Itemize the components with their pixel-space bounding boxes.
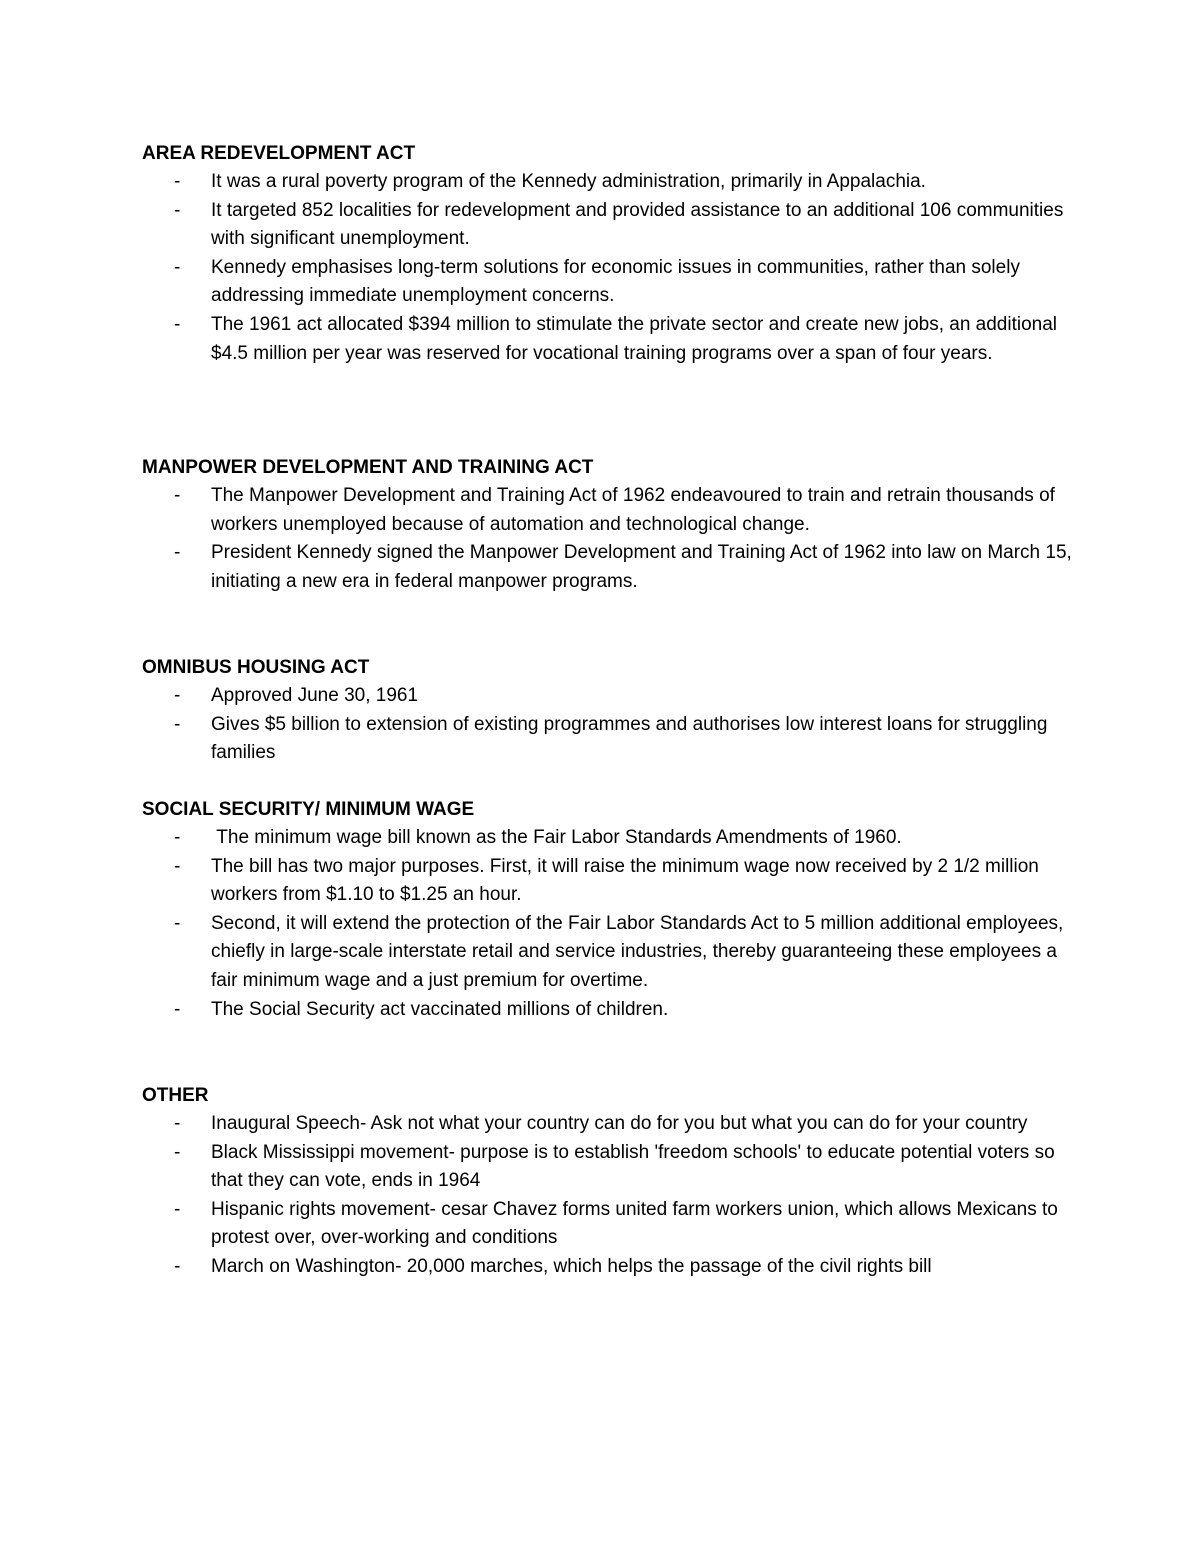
list-item <box>142 1253 1072 1282</box>
list-item-text: It targeted 852 localities for redevelopment and provided assistance to an additional 106 communities with significant unemployment. <box>211 199 1064 250</box>
list-item <box>142 1196 1072 1253</box>
list-item-text: Kennedy emphasises long-term solutions for economic issues in communities, rather than solely addressing immediate unemployment concerns. <box>211 256 1020 307</box>
section-omnibus-housing-act <box>142 654 1072 768</box>
list-item <box>142 311 1072 368</box>
list-item-text: Gives $5 billion to extension of existing programmes and authorises low interest loans for struggling families <box>211 713 1048 764</box>
list-item-text: President Kennedy signed the Manpower Development and Training Act of 1962 into law on March 15, initiating a new era in federal manpower programs. <box>211 542 1072 592</box>
list-item <box>142 168 1072 197</box>
list-item-text: Approved June 30, 1961 <box>211 685 419 706</box>
bullet-marker: - <box>174 256 181 278</box>
list-item <box>142 996 1072 1025</box>
list-item-text: The Social Security act vaccinated millions of children. <box>211 998 669 1020</box>
list-item-text: Second, it will extend the protection of the Fair Labor Standards Act to 5 million additional employees, chiefly in large-scale interstate retail and service industries, thereby guaranteeing these employees a fair minimum wage and a just premium for overtime. <box>211 912 1064 991</box>
bullet-marker: - <box>174 827 181 848</box>
list-item <box>142 1139 1072 1196</box>
section-social-security-minimum-wage <box>142 796 1072 1024</box>
list-item-text: The bill has two major purposes. First, it will raise the minimum wage now received by 2 1/2 million workers from $1.10 to $1.25 an hour. <box>211 855 1039 906</box>
bullet-marker: - <box>174 199 181 221</box>
section-manpower-development-act <box>142 454 1072 596</box>
section-heading: AREA REDEVELOPMENT ACT <box>142 143 416 164</box>
bullet-marker: - <box>174 1198 181 1220</box>
list-item-text: Hispanic rights movement- cesar Chavez forms united farm workers union, which allows Mexicans to protest over, over-working and conditions <box>211 1198 1058 1249</box>
list-item <box>142 711 1072 768</box>
bullet-marker: - <box>174 855 181 877</box>
bullet-marker: - <box>174 313 181 335</box>
bullet-marker: - <box>174 685 181 706</box>
bullet-list <box>142 682 1072 768</box>
list-item-text: The Manpower Development and Training Act of 1962 endeavoured to train and retrain thousands of workers unemployed because of automation and technological change. <box>211 485 1055 535</box>
list-item-text: March on Washington- 20,000 marches, which helps the passage of the civil rights bill <box>211 1255 932 1277</box>
list-item <box>142 682 1072 711</box>
bullet-marker: - <box>174 542 181 564</box>
list-item <box>142 539 1072 596</box>
list-item-text: Inaugural Speech- Ask not what your country can do for you but what you can do for your country <box>211 1113 1028 1134</box>
list-item <box>142 853 1072 910</box>
bullet-marker: - <box>174 998 181 1020</box>
section-other <box>142 1082 1072 1282</box>
section-heading: OMNIBUS HOUSING ACT <box>142 657 370 678</box>
bullet-marker: - <box>174 1141 181 1163</box>
bullet-list <box>142 482 1072 596</box>
bullet-marker: - <box>174 171 181 192</box>
bullet-marker: - <box>174 713 181 735</box>
bullet-marker: - <box>174 1255 181 1277</box>
section-heading: OTHER <box>142 1085 209 1106</box>
list-item <box>142 910 1072 996</box>
list-item-text: Black Mississippi movement- purpose is to establish 'freedom schools' to educate potential voters so that they can vote, ends in 1964 <box>211 1141 1055 1192</box>
list-item <box>142 482 1072 539</box>
list-item <box>142 1110 1072 1139</box>
list-item <box>142 197 1072 254</box>
bullet-list <box>142 1110 1072 1282</box>
list-item-text: The minimum wage bill known as the Fair Labor Standards Amendments of 1960. <box>211 827 902 848</box>
section-area-redevelopment-act <box>142 140 1072 368</box>
list-item <box>142 824 1072 853</box>
list-item-text: It was a rural poverty program of the Kennedy administration, primarily in Appalachia. <box>211 171 926 192</box>
list-item-text: The 1961 act allocated $394 million to stimulate the private sector and create new jobs, an additional $4.5 million per year was reserved for vocational training programs over a span of four years. <box>211 313 1058 364</box>
bullet-list <box>142 168 1072 368</box>
list-item <box>142 254 1072 311</box>
bullet-marker: - <box>174 1113 181 1134</box>
bullet-marker: - <box>174 485 181 506</box>
section-heading: SOCIAL SECURITY/ MINIMUM WAGE <box>142 799 475 820</box>
section-heading: MANPOWER DEVELOPMENT AND TRAINING ACT <box>142 457 594 478</box>
bullet-list <box>142 824 1072 1024</box>
bullet-marker: - <box>174 912 181 934</box>
